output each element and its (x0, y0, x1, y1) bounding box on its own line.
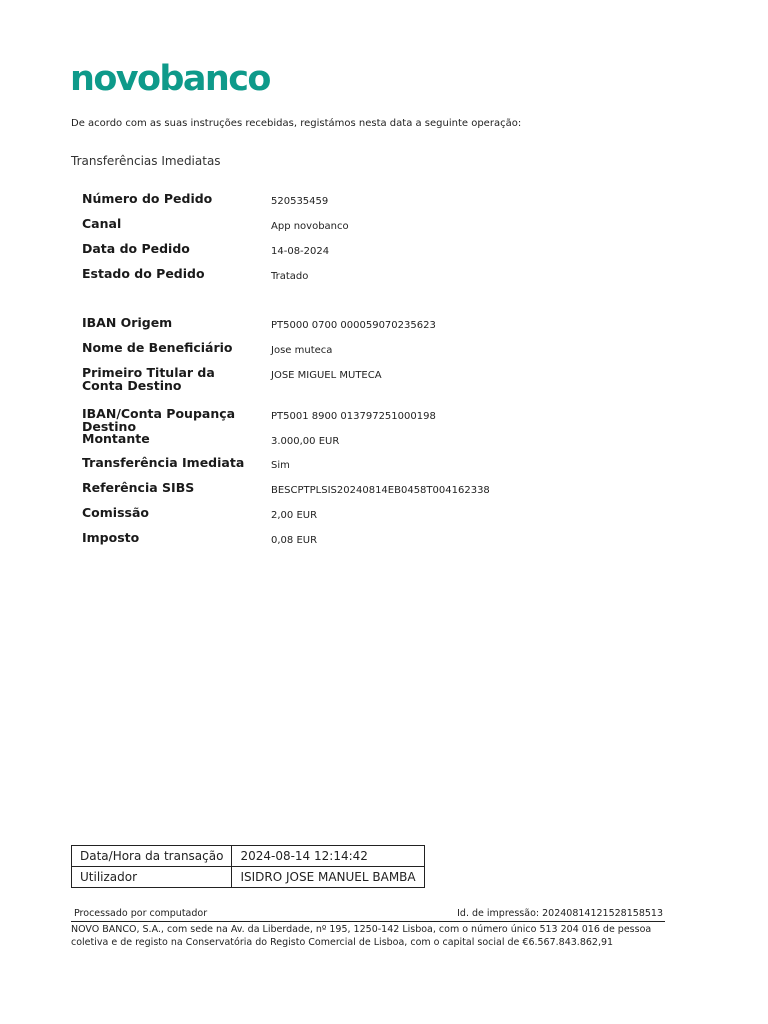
transaction-info-table (71, 845, 425, 888)
detail-label: Transferência Imediata (82, 455, 245, 470)
detail-value: PT5001 8900 013797251000198 (271, 411, 436, 422)
detail-value: Jose muteca (271, 345, 333, 356)
detail-value: App novobanco (271, 221, 349, 232)
detail-label: Data do Pedido (82, 241, 190, 256)
detail-label: Número do Pedido (82, 191, 213, 206)
table-row (72, 846, 425, 867)
detail-label: Nome de Beneficiário (82, 340, 233, 355)
table-row (72, 867, 425, 888)
detail-value: Sim (271, 460, 290, 471)
detail-value: 2,00 EUR (271, 510, 318, 521)
detail-label: IBAN Origem (82, 315, 173, 330)
detail-label: Primeiro Titular da Conta Destino (82, 365, 215, 393)
processed-by-computer: Processado por computador (74, 908, 208, 919)
detail-value: Tratado (271, 271, 309, 282)
detail-label: IBAN/Conta Poupança Destino (82, 406, 236, 434)
detail-value: 520535459 (271, 196, 329, 207)
user-value: ISIDRO JOSE MANUEL BAMBA (232, 867, 424, 888)
detail-value: JOSE MIGUEL MUTECA (271, 370, 382, 381)
detail-value: 14-08-2024 (271, 246, 330, 257)
detail-value: 3.000,00 EUR (271, 436, 340, 447)
footer-divider (71, 921, 665, 922)
legal-notice: NOVO BANCO, S.A., com sede na Av. da Liberdade, nº 195, 1250-142 Lisboa, com o número único 513 204 016 de pessoa coletiva e de registo na Conservatória do Registo Comercial de Lisboa, com o capital social de €6.567.843.862,91 (71, 924, 652, 948)
detail-label: Imposto (82, 530, 140, 545)
intro-text: De acordo com as suas instruções recebidas, registámos nesta data a seguinte operação: (71, 118, 522, 129)
novobanco-logo: novobanco (70, 59, 270, 99)
detail-value: 0,08 EUR (271, 535, 318, 546)
detail-value: BESCPTPLSIS20240814EB0458T004162338 (271, 485, 490, 496)
detail-label: Referência SIBS (82, 480, 195, 495)
user-label: Utilizador (72, 867, 232, 888)
detail-label: Canal (82, 216, 122, 231)
detail-value: PT5000 0700 000059070235623 (271, 320, 436, 331)
print-id: Id. de impressão: 20240814121528158513 (457, 908, 663, 919)
detail-label: Estado do Pedido (82, 266, 205, 281)
transaction-datetime-label: Data/Hora da transação (72, 846, 232, 867)
transaction-datetime-value: 2024-08-14 12:14:42 (232, 846, 424, 867)
detail-label: Montante (82, 431, 150, 446)
detail-label: Comissão (82, 505, 149, 520)
section-title: Transferências Imediatas (71, 154, 221, 168)
